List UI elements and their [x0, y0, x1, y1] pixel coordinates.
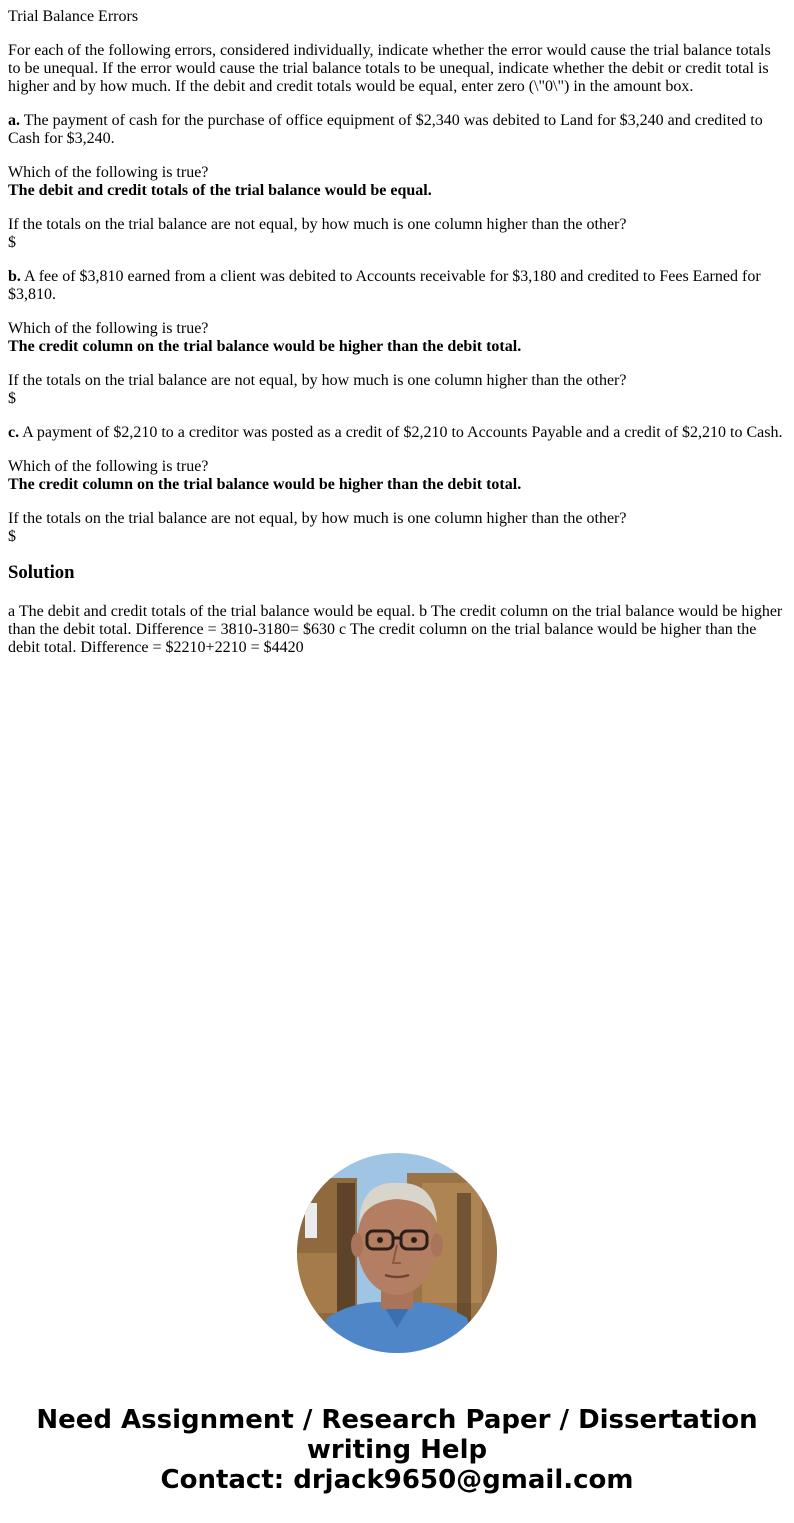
question-letter: b. — [8, 268, 21, 285]
promo-banner — [0, 1405, 794, 1495]
which-true-prompt: Which of the following is true? — [8, 458, 209, 475]
promo-contact: Contact: drjack9650@gmail.com — [160, 1465, 634, 1495]
currency-symbol: $ — [8, 528, 16, 545]
amount-block — [8, 216, 786, 252]
question-statement — [8, 424, 786, 442]
selected-answer: The credit column on the trial balance would be higher than the debit total. — [8, 338, 522, 355]
amount-prompt: If the totals on the trial balance are not equal, by how much is one column higher than the other? — [8, 510, 627, 527]
question-text: A fee of $3,810 earned from a client was debited to Accounts receivable for $3,180 and credited to Fees Earned for $3,810. — [8, 268, 761, 303]
document-body — [0, 0, 794, 657]
selected-answer: The credit column on the trial balance would be higher than the debit total. — [8, 476, 522, 493]
question-c — [8, 424, 786, 546]
solution-heading: Solution — [8, 562, 75, 583]
amount-prompt: If the totals on the trial balance are not equal, by how much is one column higher than the other? — [8, 216, 627, 233]
amount-prompt: If the totals on the trial balance are not equal, by how much is one column higher than the other? — [8, 372, 627, 389]
question-b — [8, 268, 786, 408]
solution-text: a The debit and credit totals of the trial balance would be equal. b The credit column on the trial balance would be higher than the debit total. Difference = 3810-3180= $630 c The credit column on the trial balance would be higher than the debit total. Difference = $2210+2210 = $4420 — [8, 603, 783, 656]
question-letter: a. — [8, 112, 20, 129]
amount-block — [8, 372, 786, 408]
selected-answer: The debit and credit totals of the trial balance would be equal. — [8, 182, 432, 199]
currency-symbol: $ — [8, 234, 16, 251]
which-true-prompt: Which of the following is true? — [8, 320, 209, 337]
currency-symbol: $ — [8, 390, 16, 407]
question-statement — [8, 112, 786, 148]
which-true-block — [8, 320, 786, 356]
instructions-paragraph: For each of the following errors, considered individually, indicate whether the error would cause the trial balance totals to be unequal. If the error would cause the trial balance totals to be unequal, indicate whether the debit or credit total is higher and by how much. If the debit and credit totals would be equal, enter zero (\"0\") in the amount box. — [8, 42, 771, 95]
question-text: A payment of $2,210 to a creditor was posted as a credit of $2,210 to Accounts Payable and a credit of $2,210 to Cash. — [19, 424, 783, 441]
avatar — [297, 1153, 497, 1353]
question-statement — [8, 268, 786, 304]
portrait-photo — [297, 1153, 497, 1353]
amount-block — [8, 510, 786, 546]
question-letter: c. — [8, 424, 20, 441]
which-true-prompt: Which of the following is true? — [8, 164, 209, 181]
question-a — [8, 112, 786, 252]
page-title: Trial Balance Errors — [8, 8, 139, 25]
which-true-block — [8, 458, 786, 494]
which-true-block — [8, 164, 786, 200]
promo-headline: Need Assignment / Research Paper / Dissertation writing Help — [36, 1405, 758, 1465]
question-text: The payment of cash for the purchase of office equipment of $2,340 was debited to Land for $3,240 and credited to Cash for $3,240. — [8, 112, 763, 147]
